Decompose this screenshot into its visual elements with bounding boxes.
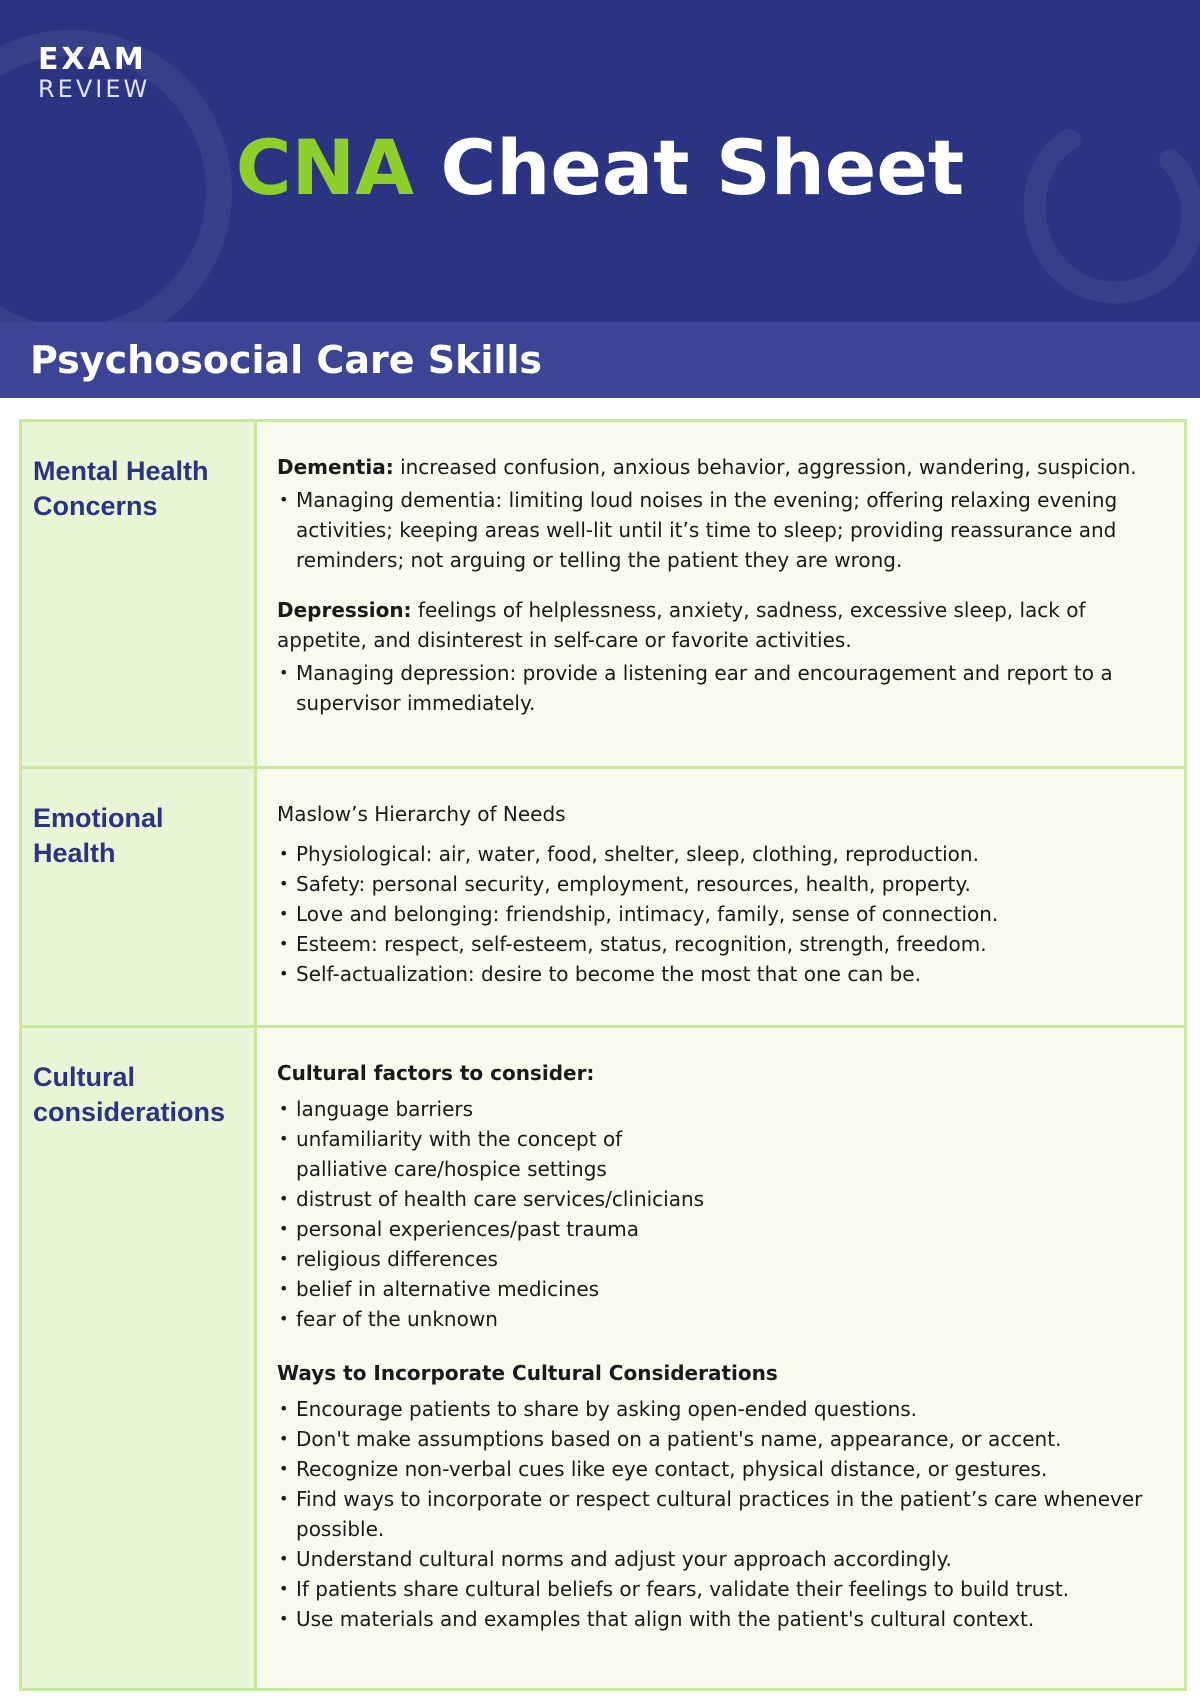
list-item: • Love and belonging: friendship, intimacy, family, sense of connection. xyxy=(277,899,1166,929)
definition-text: increased confusion, anxious behavior, aggression, wandering, suspicion. xyxy=(393,455,1137,479)
category-label-line1: Cultural xyxy=(33,1062,136,1092)
content-cell xyxy=(257,769,1184,1025)
list-item: • unfamiliarity with the concept of palliative care/hospice settings xyxy=(277,1124,717,1184)
page-header xyxy=(0,0,1200,322)
incorporate-heading: Ways to Incorporate Cultural Considerations xyxy=(277,1361,778,1385)
logo-word-review: REVIEW xyxy=(38,75,151,103)
list-item: • Encourage patients to share by asking open-ended questions. xyxy=(277,1394,1166,1424)
content-cell xyxy=(257,422,1184,766)
list-item: • Find ways to incorporate or respect cultural practices in the patient’s care whenever possible. xyxy=(277,1484,1166,1544)
maslow-list xyxy=(277,839,1166,989)
list-item: • Recognize non-verbal cues like eye contact, physical distance, or gestures. xyxy=(277,1454,1166,1484)
list-item: • Safety: personal security, employment, resources, health, property. xyxy=(277,869,1166,899)
term: Depression: xyxy=(277,598,412,622)
title-rest: Cheat Sheet xyxy=(440,123,965,212)
list-item: • Physiological: air, water, food, shelter, sleep, clothing, reproduction. xyxy=(277,839,1166,869)
list-item: • distrust of health care services/clinicians xyxy=(277,1184,717,1214)
list-item: • language barriers xyxy=(277,1094,717,1124)
list-item: • religious differences xyxy=(277,1244,717,1274)
category-label xyxy=(33,1060,244,1130)
cultural-factors-heading: Cultural factors to consider: xyxy=(277,1061,595,1085)
list-item: • Self-actualization: desire to become the most that one can be. xyxy=(277,959,1166,989)
list-item: • Managing depression: provide a listening ear and encouragement and report to a supervisor immediately. xyxy=(277,658,1166,718)
list-item: • Understand cultural norms and adjust your approach accordingly. xyxy=(277,1544,1166,1574)
cultural-factors-list xyxy=(277,1094,717,1334)
maslow-heading: Maslow’s Hierarchy of Needs xyxy=(277,802,566,826)
category-label-line2: Concerns xyxy=(33,491,158,521)
category-label xyxy=(33,801,244,871)
title-accent: CNA xyxy=(235,123,414,212)
dementia-list xyxy=(277,485,1166,575)
list-item: • belief in alternative medicines xyxy=(277,1274,717,1304)
term: Dementia: xyxy=(277,455,394,479)
category-cell xyxy=(22,769,257,1025)
table-row-mental-health xyxy=(22,422,1184,766)
category-cell xyxy=(22,422,257,766)
definition-text: feelings of helplessness, anxiety, sadness, excessive sleep, lack of appetite, and disinterest in self-care or favorite activities. xyxy=(277,598,1086,652)
list-item: • Use materials and examples that align with the patient's cultural context. xyxy=(277,1604,1166,1634)
list-item: • Esteem: respect, self-esteem, status, recognition, strength, freedom. xyxy=(277,929,1166,959)
category-label-line1: Mental Health xyxy=(33,456,209,486)
page-title xyxy=(0,118,1200,218)
category-label-line2: Health xyxy=(33,838,116,868)
category-label xyxy=(33,454,244,524)
table-row-cultural xyxy=(22,1025,1184,1688)
logo-word-exam: EXAM xyxy=(38,42,147,77)
table-row-emotional-health xyxy=(22,766,1184,1025)
section-title: Psychosocial Care Skills xyxy=(30,338,543,382)
depression-definition xyxy=(277,595,1166,655)
category-label-line1: Emotional xyxy=(33,803,164,833)
list-item: • If patients share cultural beliefs or fears, validate their feelings to build trust. xyxy=(277,1574,1166,1604)
list-item: • fear of the unknown xyxy=(277,1304,717,1334)
depression-list xyxy=(277,658,1166,718)
dementia-definition xyxy=(277,452,1166,482)
list-item: • Managing dementia: limiting loud noises in the evening; offering relaxing evening activities; keeping areas well-lit until it’s time to sleep; providing reassurance and reminders; not arguing or telling the patient they are wrong. xyxy=(277,485,1166,575)
content-cell xyxy=(257,1028,1184,1688)
incorporate-list xyxy=(277,1394,1166,1634)
list-item: • personal experiences/past trauma xyxy=(277,1214,717,1244)
exam-review-logo xyxy=(38,44,150,102)
category-label-line2: considerations xyxy=(33,1097,226,1127)
skills-table xyxy=(19,419,1187,1691)
category-cell xyxy=(22,1028,257,1688)
list-item: • Don't make assumptions based on a patient's name, appearance, or accent. xyxy=(277,1424,1166,1454)
